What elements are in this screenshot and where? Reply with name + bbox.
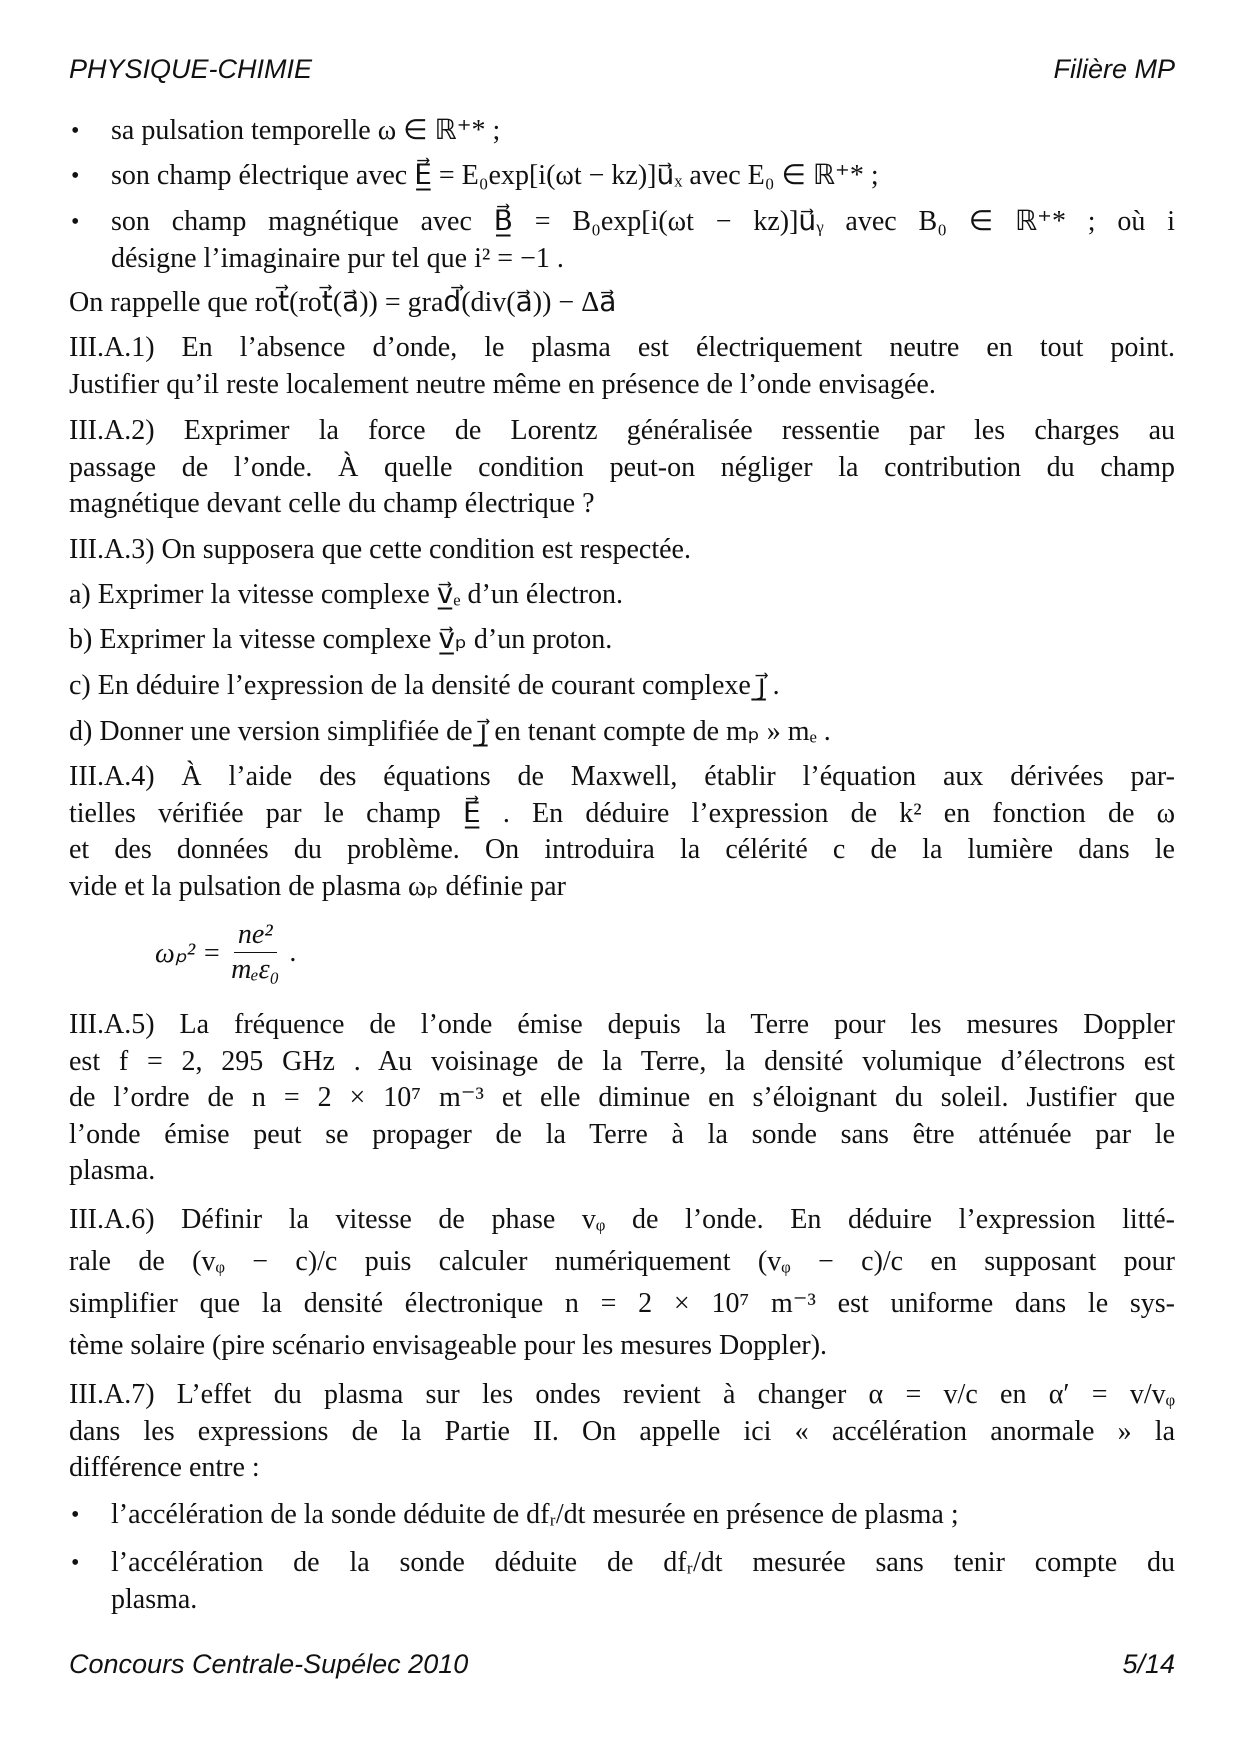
text-line: d) Donner une version simplifiée de j̲⃗ en tenant compte de mₚ » mₑ . xyxy=(69,716,831,747)
question-III-A-3-c xyxy=(69,668,1175,705)
text-line: III.A.6) Définir la vitesse de phase vᵩ de l’onde. En déduire l’expression litté- xyxy=(69,1204,1175,1235)
text-line: III.A.4) À l’aide des équations de Maxwell, établir l’équation aux dérivées par- xyxy=(69,761,1175,792)
question-III-A-4 xyxy=(69,759,1175,905)
text-line: III.A.3) On supposera que cette condition est respectée. xyxy=(69,534,691,565)
text-line: différence entre : xyxy=(69,1452,260,1483)
bullet-icon: • xyxy=(71,1550,80,1576)
question-III-A-2 xyxy=(69,413,1175,523)
bullet-icon: • xyxy=(71,163,80,189)
text-line: tème solaire (pire scénario envisageable pour les mesures Doppler). xyxy=(69,1330,828,1361)
text-line: son champ électrique avec E̲⃗ = E₀exp[i(ωt − kz)]u⃗ₓ avec E₀ ∈ ℝ⁺* ; xyxy=(111,160,879,191)
question-III-A-3-a xyxy=(69,577,1175,614)
text-line: désigne l’imaginaire pur tel que i² = −1 . xyxy=(111,242,564,274)
bullet-champ-electrique xyxy=(71,158,1175,195)
text-line: simplifier que la densité électronique n = 2 × 10⁷ m⁻³ est uniforme dans le sys- xyxy=(69,1288,1175,1319)
text-line: l’onde émise peut se propager de la Terre à la sonde sans être atténuée par le xyxy=(69,1118,1175,1150)
text-line: l’accélération de la sonde déduite de dfᵣ/dt mesurée en présence de plasma ; xyxy=(111,1499,959,1530)
text-line: est f = 2, 295 GHz . Au voisinage de la Terre, la densité volumique d’électrons est xyxy=(69,1045,1175,1077)
rappel xyxy=(69,285,1175,322)
text-line: plasma. xyxy=(111,1583,198,1615)
footer-page-number: 5/14 xyxy=(1122,1649,1175,1679)
header-track: Filière MP xyxy=(1053,54,1175,84)
bullet-acceleration-sans-plasma xyxy=(71,1545,1175,1618)
text-line: magnétique devant celle du champ électrique ? xyxy=(69,488,595,519)
text-line: dans les expressions de la Partie II. On appelle ici « accélération anormale » la xyxy=(69,1415,1175,1447)
header-subject: PHYSIQUE-CHIMIE xyxy=(69,54,313,84)
text-line: III.A.5) La fréquence de l’onde émise depuis la Terre pour les mesures Doppler xyxy=(69,1009,1175,1040)
text-line: III.A.1) En l’absence d’onde, le plasma est électriquement neutre en tout point. xyxy=(69,332,1175,363)
question-III-A-3 xyxy=(69,532,1175,569)
bullet-acceleration-plasma xyxy=(71,1497,1175,1534)
text-line: b) Exprimer la vitesse complexe v̲⃗ₚ d’un proton. xyxy=(69,624,613,655)
formula-end: . xyxy=(289,936,297,968)
formula-numerator: ne² xyxy=(234,918,277,953)
question-III-A-3-d xyxy=(69,714,1175,751)
bullet-icon: • xyxy=(71,209,80,235)
question-III-A-7 xyxy=(69,1377,1175,1487)
text-line: et des données du problème. On introduira la célérité c de la lumière dans le xyxy=(69,834,1175,865)
text-line: vide et la pulsation de plasma ωₚ définie par xyxy=(69,870,566,902)
plasma-pulsation-formula xyxy=(155,918,296,987)
text-line: plasma. xyxy=(69,1155,156,1186)
text-line: sa pulsation temporelle ω ∈ ℝ⁺* ; xyxy=(111,115,501,146)
question-III-A-3-b xyxy=(69,622,1175,659)
text-line: rale de (vᵩ − c)/c puis calculer numériquement (vᵩ − c)/c en supposant pour xyxy=(69,1246,1175,1277)
formula-lhs: ωₚ² = xyxy=(155,937,222,969)
question-III-A-5 xyxy=(69,1007,1175,1190)
question-III-A-6 xyxy=(69,1199,1175,1367)
text-line: III.A.7) L’effet du plasma sur les ondes revient à changer α = v/c en α′ = v/vᵩ xyxy=(69,1379,1175,1410)
text-line: l’accélération de la sonde déduite de dfᵣ/dt mesurée sans tenir compte du xyxy=(111,1547,1175,1578)
footer-contest: Concours Centrale-Supélec 2010 xyxy=(69,1649,469,1679)
bullet-icon: • xyxy=(71,1502,80,1528)
text-line: de l’ordre de n = 2 × 10⁷ m⁻³ et elle diminue en s’éloignant du soleil. Justifier que xyxy=(69,1082,1175,1113)
formula-fraction xyxy=(231,918,279,987)
bullet-pulsation xyxy=(71,113,1175,150)
bullet-icon: • xyxy=(71,118,80,144)
text-line: son champ magnétique avec B̲⃗ = B₀exp[i(ωt − kz)]u⃗ᵧ avec B₀ ∈ ℝ⁺* ; où i xyxy=(111,206,1175,237)
text-line: On rappelle que rot⃗(rot⃗(a⃗)) = grad⃗(div(a⃗)) − Δa⃗ xyxy=(69,287,617,318)
text-line: Justifier qu’il reste localement neutre même en présence de l’onde envisagée. xyxy=(69,368,936,400)
bullet-champ-magnetique xyxy=(71,204,1175,277)
text-line: passage de l’onde. À quelle condition peut-on négliger la contribution du champ xyxy=(69,451,1175,483)
text-line: a) Exprimer la vitesse complexe v̲⃗ₑ d’un électron. xyxy=(69,579,623,610)
question-III-A-1 xyxy=(69,330,1175,403)
formula-denominator: mₑε₀ xyxy=(231,954,280,985)
text-line: tielles vérifiée par le champ E̲⃗ . En déduire l’expression de k² en fonction de ω xyxy=(69,797,1175,829)
text-line: c) En déduire l’expression de la densité de courant complexe j̲⃗ . xyxy=(69,670,780,701)
text-line: III.A.2) Exprimer la force de Lorentz généralisée ressentie par les charges au xyxy=(69,415,1175,446)
